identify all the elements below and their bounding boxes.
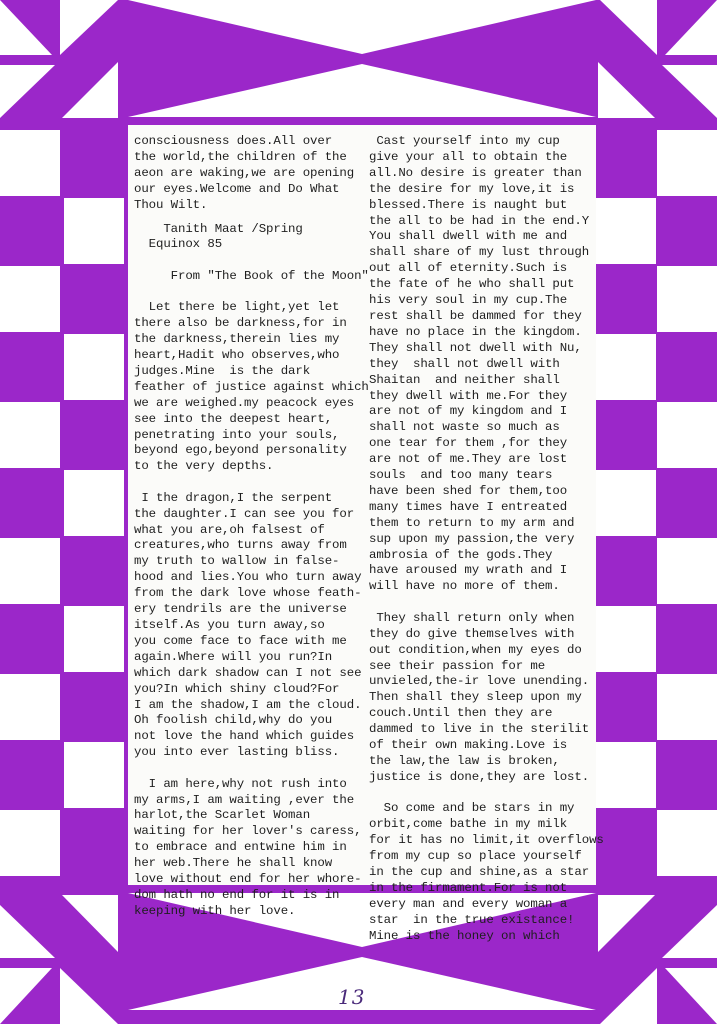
checker-square bbox=[0, 810, 60, 876]
author-signature: Tanith Maat /Spring Equinox 85 bbox=[148, 221, 303, 252]
checker-square bbox=[0, 402, 60, 468]
right-text-column bbox=[369, 134, 604, 944]
checker-square bbox=[657, 130, 717, 196]
checker-square bbox=[596, 334, 656, 400]
left-text-column bbox=[134, 134, 369, 920]
checker-square bbox=[657, 538, 717, 604]
checker-square bbox=[596, 470, 656, 536]
checker-square bbox=[0, 130, 60, 196]
checker-square bbox=[657, 674, 717, 740]
checker-square bbox=[0, 674, 60, 740]
page-number: 13 bbox=[338, 985, 366, 1009]
paragraph-return: They shall return only when they do give themselves with out condition,when my eyes do see their passion for me unvieled,the-ir love unending. Then shall they sleep upon my couch.Until then they are dammed to live in the sterilit of their own making.Love is the law,the law is broken, justice is done,they are lost. bbox=[369, 610, 590, 784]
checker-square bbox=[64, 470, 124, 536]
checker-square bbox=[596, 742, 656, 808]
intro-paragraph: consciousness does.All over the world,the children of the aeon are waking,we are opening our eyes.Welcome and Do What Thou Wilt. bbox=[134, 134, 355, 212]
checker-square bbox=[0, 266, 60, 332]
paragraph-light: Let there be light,yet let there also be darkness,for in the darkness,therein lies my heart,Hadit who observes,who judges.Mine is the dark feather of justice against which we are weighed.my peacock eyes see into the deepest heart, penetrating into your souls, beyond ego,beyond personality to the very depths. bbox=[134, 300, 369, 474]
paragraph-stars: So come and be stars in my orbit,come bathe in my milk for it has no limit,it overflows from my cup so place yourself in the cup and shine,as a star in the firmament.For is not every man and every woman a star in the true existance! Mine is the honey on which bbox=[369, 801, 604, 943]
checker-square bbox=[657, 810, 717, 876]
checker-square bbox=[657, 402, 717, 468]
section-heading: From "The Book of the Moon" bbox=[134, 268, 369, 283]
paragraph-cup: Cast yourself into my cup give your all to obtain the all.No desire is greater than the desire for my love,it is blessed.There is naught but the all to be had in the end.Y You shall dwell with me and shall share of my lust through out all of eternity.Such is the fate of he who shall put his very soul in my cup.The rest shall be dammed for they have no place in the kingdom. They shall not dwell with Nu, they shall not dwell with Shaitan and neither shall they dwell with me.For they are not of my kingdom and I shall not waste so much as one tear for them ,for they are not of me.They are lost souls and too many tears have been shed for them,too many times have I entreated them to return to my arm and sup upon my passion,the very ambrosia of the gods.They have aroused my wrath and I will have no more of them. bbox=[369, 134, 590, 594]
checker-square bbox=[596, 198, 656, 264]
checker-square bbox=[64, 742, 124, 808]
checker-square bbox=[596, 606, 656, 672]
paragraph-dragon: I the dragon,I the serpent the daughter.I can see you for what you are,oh falsest of creatures,who turns away from my truth to wallow in false- hood and lies.You who turn away from the dark love whose feath- ery tendrils are the universe itself.As you turn away,so you come face to face with me again.Where will you run?In which dark shadow can I not see you?In which shiny cloud?For I am the shadow,I am the cloud. Oh foolish child,why do you not love the hand which guides you into ever lasting bliss. bbox=[134, 490, 362, 760]
checker-square bbox=[64, 334, 124, 400]
paragraph-harlot: I am here,why not rush into my arms,I am waiting ,ever the harlot,the Scarlet Woman waiting for her lover's caress, to embrace and entwine him in her web.There he shall know love without end for her whore- dom hath no end for it is in keeping with her love. bbox=[134, 776, 362, 918]
checker-square bbox=[64, 198, 124, 264]
checker-square bbox=[657, 266, 717, 332]
checker-square bbox=[0, 538, 60, 604]
checker-square bbox=[64, 606, 124, 672]
